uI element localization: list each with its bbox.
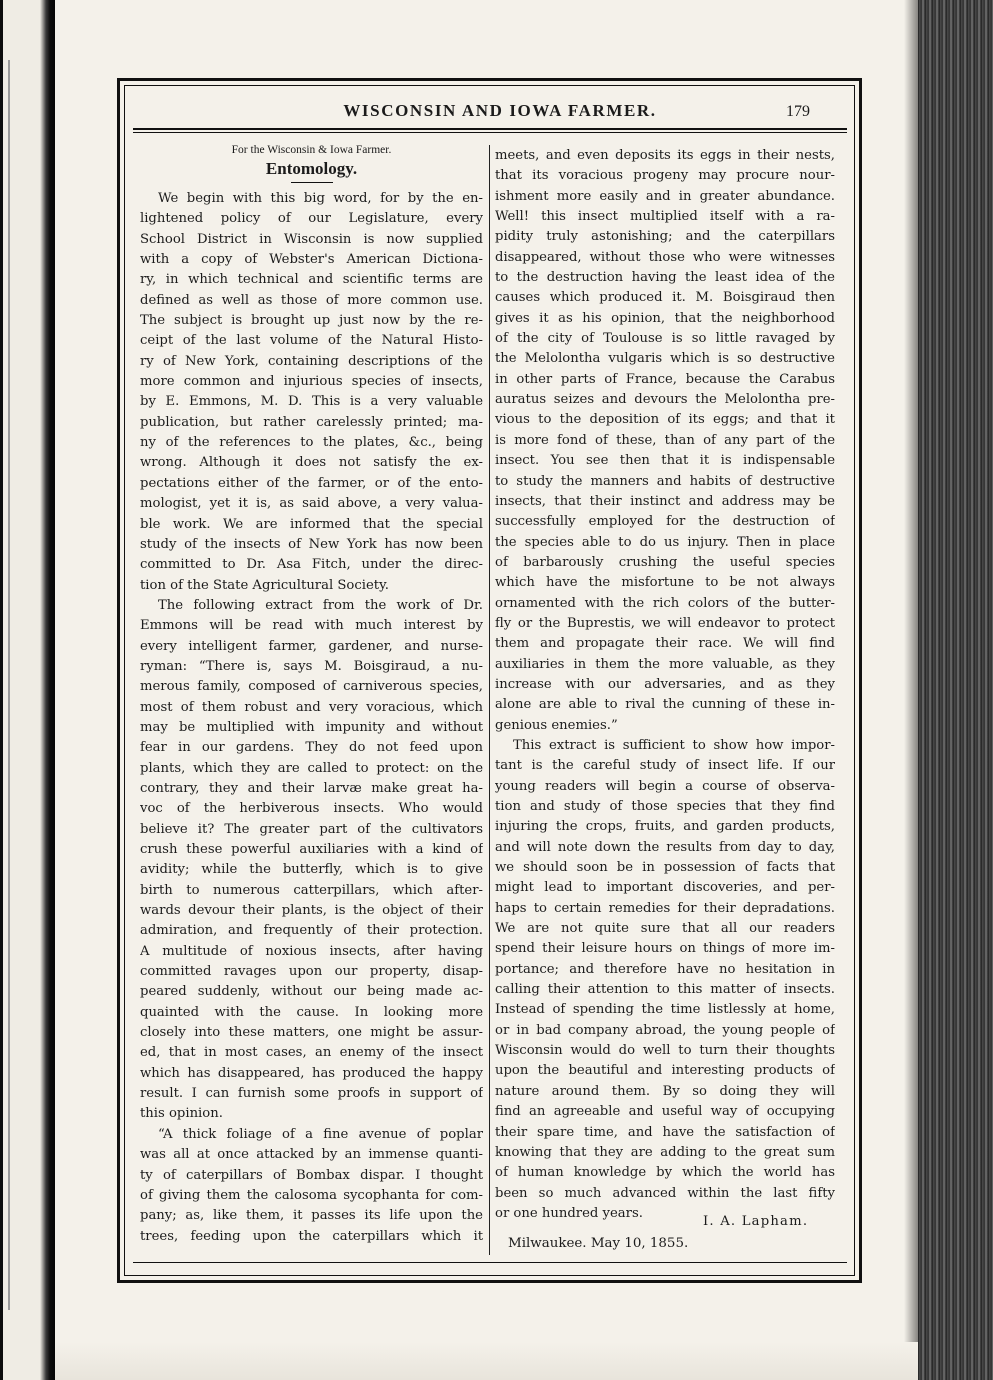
text-line: insect. You see then that it is indispensable	[495, 453, 835, 469]
text-line: wards devour their plants, is the object of their	[140, 903, 483, 919]
text-line: fly or the Buprestis, we will endeavor to protect	[495, 615, 835, 631]
article-byline: For the Wisconsin & Iowa Farmer.	[231, 144, 392, 156]
book-page-stack-edge	[918, 0, 993, 1380]
text-line: quainted with the cause. In looking more	[140, 1004, 483, 1020]
text-line: trees, feeding upon the caterpillars which it	[140, 1228, 483, 1244]
text-line: ry, in which technical and scientific terms are	[140, 272, 483, 288]
text-line: birth to numerous catterpillars, which after-	[140, 882, 483, 898]
text-line: believe it? The greater part of the cultivators	[140, 821, 483, 837]
text-line: This extract is sufficient to show how impor-	[513, 737, 835, 753]
text-line: upon the beautiful and interesting products of	[495, 1063, 835, 1079]
text-line: ornamented with the rich colors of the butter-	[495, 595, 835, 611]
text-line: is more fond of these, than of any part of the	[495, 432, 835, 448]
text-line: pany; as, like them, it passes its life upon the	[140, 1208, 483, 1224]
text-line: tant is the careful study of insect life. If our	[495, 758, 835, 774]
text-line: “A thick foliage of a fine avenue of poplar	[158, 1126, 483, 1142]
text-line: We begin with this big word, for by the en-	[158, 191, 483, 206]
text-line: spend their leisure hours on things of more im-	[495, 941, 835, 957]
text-line: voc of the herbiverous insects. Who would	[140, 801, 483, 817]
text-line: crush these powerful auxiliaries with a kind of	[140, 842, 483, 857]
text-line: and will note down the results from day to day,	[495, 839, 835, 855]
text-line: every intelligent farmer, gardener, and nurse-	[140, 638, 483, 654]
facing-page-edge	[8, 60, 10, 1310]
right-column-text	[495, 146, 835, 1224]
text-line: ishment more easily and in greater abundance.	[495, 188, 835, 204]
text-line: auxiliaries in them the more valuable, as they	[495, 656, 835, 672]
text-line: in other parts of France, because the Carabus	[495, 371, 835, 387]
text-line: by E. Emmons, M. D. This is a very valuable	[140, 394, 483, 410]
text-line: calling their attention to this matter of insects.	[495, 982, 835, 998]
text-line: ryman: “There is, says M. Boisgiraud, a nu-	[140, 658, 483, 674]
text-line: this opinion.	[140, 1106, 223, 1122]
text-line: haps to certain remedies for their depradations.	[495, 900, 835, 916]
text-line: fear in our gardens. They do not feed upon	[140, 740, 483, 756]
text-line: Well! this insect multiplied itself with a ra-	[495, 209, 835, 225]
text-line: peared suddenly, without our being made ac-	[140, 984, 483, 1000]
page-number: 179	[786, 103, 810, 120]
text-line: pidity truly astonishing; and the caterpillars	[495, 229, 835, 245]
text-line: successfully employed for the destruction of	[495, 514, 835, 530]
text-line: ceipt of the last volume of the Natural Histo-	[140, 333, 483, 349]
text-line: nature around them. By so doing they will	[495, 1083, 835, 1099]
text-line: Emmons will be read with much interest by	[140, 618, 483, 634]
page-bottom-margin	[55, 1342, 918, 1380]
text-line: might lead to important discoveries, and per-	[495, 880, 835, 896]
text-line: of human knowledge by which the world has	[495, 1165, 835, 1181]
text-line: avidity; while the butterfly, which is to give	[140, 862, 483, 878]
text-line: portance; and therefore have no hesitation in	[495, 961, 835, 977]
text-line: was all at once attacked by an immense quanti-	[140, 1147, 483, 1163]
header-rule-thin	[133, 132, 847, 133]
text-line: lightened policy of our Legislature, every	[140, 211, 483, 227]
left-column-text	[140, 189, 483, 1247]
text-line: pectations either of the farmer, or of the ento-	[140, 475, 483, 491]
right-column	[495, 146, 835, 1224]
article-dateline: Milwaukee. May 10, 1855.	[508, 1236, 689, 1251]
text-line: Instead of spending the time listlessly at home,	[495, 1002, 835, 1018]
text-line: or one hundred years.	[495, 1205, 643, 1221]
text-line: disappeared, without those who were witnesses	[495, 249, 835, 265]
running-header-title: WISCONSIN AND IOWA FARMER.	[343, 101, 657, 120]
text-line: auratus seizes and devours the Melolontha pre-	[495, 392, 835, 408]
text-line: been so much advanced within the last fifty	[495, 1185, 835, 1201]
text-line: them and propagate their race. We will find	[495, 636, 835, 652]
text-line: causes which produced it. M. Boisgiraud then	[495, 290, 835, 306]
text-line: committed to Dr. Asa Fitch, under the direc-	[140, 557, 483, 573]
text-line: of giving them the calosoma sycophanta for com-	[140, 1187, 483, 1203]
text-line: committed ravages upon our property, disap-	[140, 964, 483, 980]
text-line: we should soon be in possession of facts that	[495, 860, 835, 876]
text-line: to study the manners and habits of destructive	[495, 473, 835, 489]
author-signature: I. A. Lapham.	[703, 1214, 809, 1229]
text-line: ny of the references to the plates, &c., being	[140, 435, 483, 451]
text-line: We are not quite sure that all our readers	[495, 921, 835, 937]
text-line: the species able to do us injury. Then in place	[495, 534, 835, 550]
text-line: knowing that they are adding to the great sum	[495, 1144, 835, 1160]
text-line: of barbarously crushing the useful species	[495, 554, 835, 570]
text-line: admiration, and frequently of their protection.	[140, 923, 483, 939]
text-line: publication, but rather carelessly printed; ma-	[140, 414, 483, 430]
text-line: insects, that their instinct and address may be	[495, 493, 835, 509]
text-line: may be multiplied with impunity and without	[140, 719, 483, 735]
text-line: plants, which they are called to protect: on the	[140, 760, 483, 776]
text-line: merous family, composed of carniverous species,	[140, 679, 483, 695]
text-line: vious to the deposition of its eggs; and that it	[495, 412, 835, 428]
text-line: that its voracious progeny may procure nour-	[495, 168, 835, 184]
text-line: or in bad company abroad, the young people of	[495, 1022, 835, 1038]
header-rule	[133, 128, 847, 130]
text-line: which have the misfortune to be not always	[495, 575, 835, 591]
title-rule	[291, 182, 333, 183]
text-line: injuring the crops, fruits, and garden products,	[495, 819, 835, 835]
text-line: of the city of Toulouse is so little ravaged by	[495, 331, 835, 347]
text-line: result. I can furnish some proofs in support of	[140, 1086, 483, 1102]
column-divider	[489, 145, 490, 1255]
text-line: ty of caterpillars of Bombax dispar. I thought	[140, 1167, 483, 1183]
text-line: genious enemies.”	[495, 717, 618, 733]
text-line: ble work. We are informed that the special	[140, 516, 483, 532]
text-line: find an agreeable and useful way of occupying	[495, 1104, 835, 1120]
text-line: ed, that in most cases, an enemy of the insect	[140, 1045, 483, 1061]
text-line: tion of the State Agricultural Society.	[140, 577, 389, 593]
text-line: mologist, yet it is, as said above, a very valua-	[140, 496, 483, 512]
text-line: the Melolontha vulgaris which is so destructive	[495, 351, 835, 367]
text-line: defined as well as those of more common use.	[140, 292, 483, 308]
text-line: The following extract from the work of Dr.	[158, 597, 483, 613]
text-line: which has disappeared, has produced the happy	[140, 1065, 483, 1081]
text-line: to the destruction having the least idea of the	[495, 270, 835, 286]
text-line: alone are able to rival the cunning of these in-	[495, 697, 835, 713]
left-column	[140, 142, 483, 1247]
text-line: young readers will begin a course of observa-	[495, 778, 835, 794]
text-line: A multitude of noxious insects, after having	[140, 943, 483, 959]
text-line: most of them robust and very voracious, which	[140, 699, 483, 715]
article-title: Entomology.	[265, 159, 358, 178]
text-line: closely into these matters, one might be assur-	[140, 1025, 483, 1041]
text-line: more common and injurious species of insects,	[140, 374, 483, 390]
text-line: increase with our adversaries, and as they	[495, 676, 835, 692]
text-line: meets, and even deposits its eggs in their nests,	[495, 148, 835, 163]
text-line: contrary, they and their larvæ make great ha-	[140, 780, 483, 796]
text-line: tion and study of those species that they find	[495, 799, 835, 814]
text-line: School District in Wisconsin is now supplied	[140, 231, 483, 247]
text-line: with a copy of Webster's American Dictiona-	[140, 252, 483, 268]
text-line: study of the insects of New York has now been	[140, 536, 483, 552]
text-line: their spare time, and have the satisfaction of	[495, 1124, 835, 1140]
page-gutter-shadow	[904, 0, 918, 1380]
footer-rule	[133, 1262, 847, 1263]
text-line: Wisconsin would do well to turn their thoughts	[495, 1043, 835, 1059]
text-line: wrong. Although it does not satisfy the ex-	[140, 455, 483, 471]
text-line: The subject is brought up just now by the re-	[140, 313, 483, 329]
text-line: gives it as his opinion, that the neighborhood	[495, 310, 835, 326]
text-line: ry of New York, containing descriptions of the	[140, 353, 483, 369]
